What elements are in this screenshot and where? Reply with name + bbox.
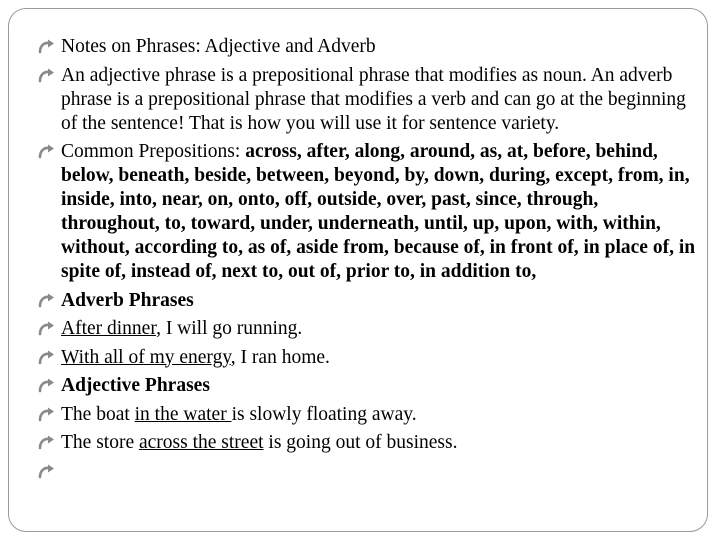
bullet-list — [37, 35, 697, 460]
bullet-adverb-heading — [37, 289, 697, 313]
adverb-phrase-2: With all of my energy — [61, 346, 231, 368]
notes-title-text: Notes on Phrases: Adjective and Adverb — [61, 36, 376, 57]
curved-arrow-bullet-icon — [37, 376, 57, 396]
adverb-example-2-rest: , I ran home. — [230, 346, 330, 368]
curved-arrow-bullet-icon — [37, 291, 57, 311]
curved-arrow-bullet-icon — [37, 462, 57, 482]
prepositions-list: across, after, along, around, as, at, before, behind, below, beneath, beside, between, beyond, by, down, during, except, from, in, inside, into, near, on, onto, off, outside, over, past, since, through, throughout, to, toward, under, underneath, until, up, upon, with, within, without, according to, as of, aside from, because of, in front of, in place of, in spite of, instead of, next to, out of, prior to, in addition to, — [61, 141, 696, 282]
bullet-adverb-example-2 — [37, 346, 697, 370]
curved-arrow-bullet-icon — [37, 348, 57, 368]
adverb-example-1-rest: , I will go running. — [156, 318, 303, 339]
adverb-phrase-1: After dinner — [61, 318, 157, 339]
bullet-common-prepositions — [37, 140, 697, 284]
bullet-adjective-example-2 — [37, 431, 697, 455]
adjective-example-2-before: The store — [61, 432, 139, 453]
adjective-phrase-2: across the street — [138, 432, 264, 453]
bullet-adjective-example-1 — [37, 403, 697, 427]
slide-frame — [8, 8, 708, 532]
definition-text: An adjective phrase is a prepositional phrase that modifies as noun. An adverb phrase is a prepositional phrase that modifies a verb and can go at the beginning of the sentence! That is how you will use it for sentence variety. — [61, 64, 686, 134]
curved-arrow-bullet-icon — [37, 37, 57, 57]
prepositions-label: Common Prepositions: — [61, 141, 246, 162]
adverb-heading-text: Adverb Phrases — [61, 289, 194, 311]
adjective-example-1-before: The boat — [61, 403, 135, 425]
adjective-phrase-1: in the water — [134, 403, 232, 425]
curved-arrow-bullet-icon — [37, 319, 57, 339]
bullet-notes-title — [37, 35, 697, 59]
adjective-example-2-after: is going out of business. — [263, 432, 458, 453]
curved-arrow-bullet-icon — [37, 433, 57, 453]
bullet-adjective-heading — [37, 374, 697, 398]
bullet-adverb-example-1 — [37, 317, 697, 341]
adjective-heading-text: Adjective Phrases — [61, 375, 210, 396]
adjective-example-1-after: is slowly floating away. — [231, 403, 417, 425]
bullet-definition — [37, 64, 697, 136]
curved-arrow-bullet-icon — [37, 405, 57, 425]
curved-arrow-bullet-icon — [37, 66, 57, 86]
curved-arrow-bullet-icon — [37, 142, 57, 162]
